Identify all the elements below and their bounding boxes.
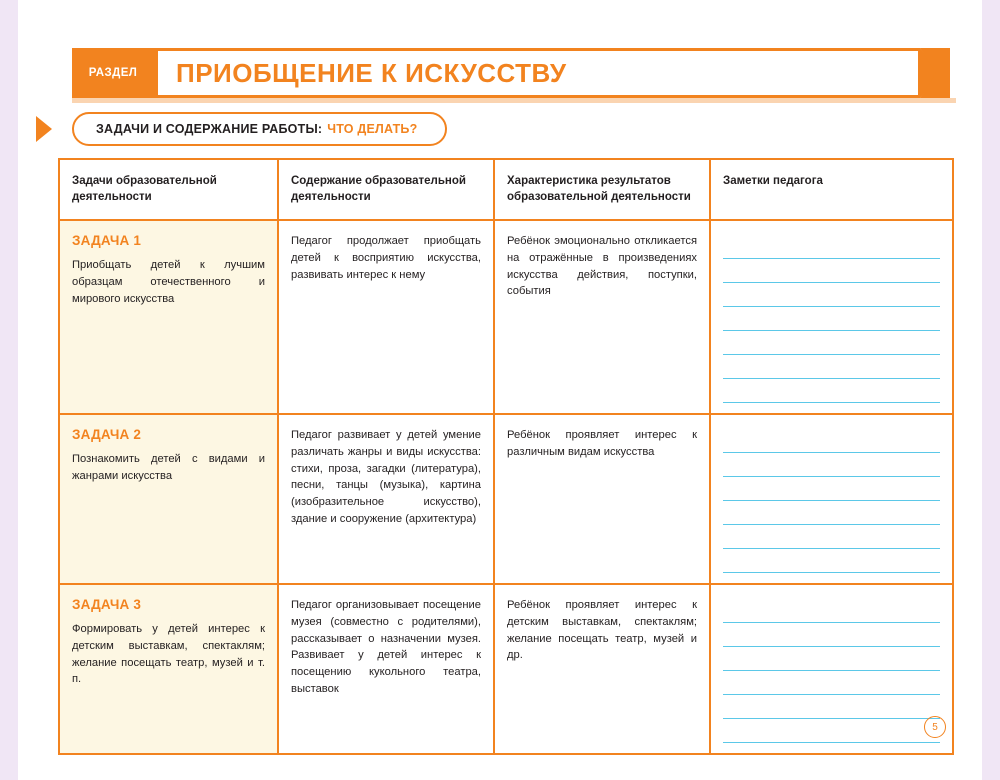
- table-row: [60, 221, 952, 415]
- table-row: [60, 585, 952, 753]
- note-line[interactable]: [723, 671, 940, 695]
- task-text: Формировать у детей интерес к детским выставкам, спектаклям; желание посещать театр, музей и т. п.: [72, 623, 265, 686]
- column-header-label: Задачи образовательной деятельности: [72, 175, 217, 203]
- subtitle-accent-text: ЧТО ДЕЛАТЬ?: [327, 122, 418, 136]
- task-title: ЗАДАЧА 1: [72, 233, 142, 249]
- task-text: Познакомить детей с видами и жанрами искусства: [72, 453, 265, 482]
- note-line[interactable]: [723, 549, 940, 573]
- header-title-panel: [158, 51, 918, 95]
- subtitle-row: [36, 112, 956, 146]
- results-text: Ребёнок проявляет интерес к детским выставкам, спектаклям; желание посещать театр, музей и др.: [507, 599, 697, 662]
- note-line[interactable]: [723, 695, 940, 719]
- task-cell: [60, 415, 279, 583]
- note-line[interactable]: [723, 599, 940, 623]
- section-label-box: [72, 48, 154, 98]
- header-underline: [72, 98, 956, 103]
- notes-cell[interactable]: [711, 221, 952, 413]
- task-cell: [60, 221, 279, 413]
- content-text: Педагог развивает у детей умение различать жанры и виды искусства: стихи, проза, загадки (литература), песни, танцы (музыка), картина (изобразительное искусство), здание и сооружение (архитектура): [291, 429, 481, 526]
- note-line[interactable]: [723, 477, 940, 501]
- notes-cell[interactable]: [711, 415, 952, 583]
- results-cell: [495, 221, 711, 413]
- page-number: 5: [924, 716, 946, 738]
- results-cell: [495, 415, 711, 583]
- document-page: [18, 0, 982, 780]
- note-line[interactable]: [723, 525, 940, 549]
- note-line[interactable]: [723, 331, 940, 355]
- note-line[interactable]: [723, 283, 940, 307]
- content-cell: [279, 585, 495, 753]
- note-line[interactable]: [723, 623, 940, 647]
- content-cell: [279, 415, 495, 583]
- note-line[interactable]: [723, 647, 940, 671]
- subtitle-text: ЗАДАЧИ И СОДЕРЖАНИЕ РАБОТЫ:: [96, 122, 323, 136]
- note-line[interactable]: [723, 307, 940, 331]
- task-title: ЗАДАЧА 2: [72, 427, 142, 443]
- table-header-cell-notes: [711, 160, 952, 219]
- page-title: ПРИОБЩЕНИЕ К ИСКУССТВУ: [176, 57, 567, 88]
- column-header-label: Заметки педагога: [723, 175, 823, 187]
- note-line[interactable]: [723, 429, 940, 453]
- results-text: Ребёнок эмоционально откликается на отражённые в произведениях искусства действия, поступки, события: [507, 235, 697, 298]
- section-header-banner: [72, 48, 956, 98]
- note-line[interactable]: [723, 719, 940, 743]
- results-cell: [495, 585, 711, 753]
- task-title: ЗАДАЧА 3: [72, 597, 142, 613]
- table-row: [60, 415, 952, 585]
- note-line[interactable]: [723, 379, 940, 403]
- note-line[interactable]: [723, 453, 940, 477]
- task-cell: [60, 585, 279, 753]
- table-header-cell-content: [279, 160, 495, 219]
- column-header-label: Содержание образовательной деятельности: [291, 175, 466, 203]
- subtitle-pill: [72, 112, 447, 146]
- content-text: Педагог продолжает приобщать детей к восприятию искусства, развивать интерес к нему: [291, 235, 481, 281]
- table-header-cell-results: [495, 160, 711, 219]
- column-header-label: Характеристика результатов образовательной деятельности: [507, 175, 691, 203]
- task-text: Приобщать детей к лучшим образцам отечественного и мирового искусства: [72, 259, 265, 305]
- tasks-table: [58, 158, 954, 755]
- table-header-row: [60, 160, 952, 221]
- note-line[interactable]: [723, 501, 940, 525]
- note-line[interactable]: [723, 259, 940, 283]
- note-line[interactable]: [723, 355, 940, 379]
- content-cell: [279, 221, 495, 413]
- content-text: Педагог организовывает посещение музея (совместно с родителями), рассказывает о назначении музея. Развивает у детей интерес к посещению кукольного театра, выставок: [291, 599, 481, 696]
- note-line[interactable]: [723, 235, 940, 259]
- results-text: Ребёнок проявляет интерес к различным видам искусства: [507, 429, 697, 458]
- table-header-cell-tasks: [60, 160, 279, 219]
- section-label: РАЗДЕЛ: [88, 67, 138, 79]
- triangle-arrow-icon: [36, 116, 52, 142]
- notes-cell[interactable]: [711, 585, 952, 753]
